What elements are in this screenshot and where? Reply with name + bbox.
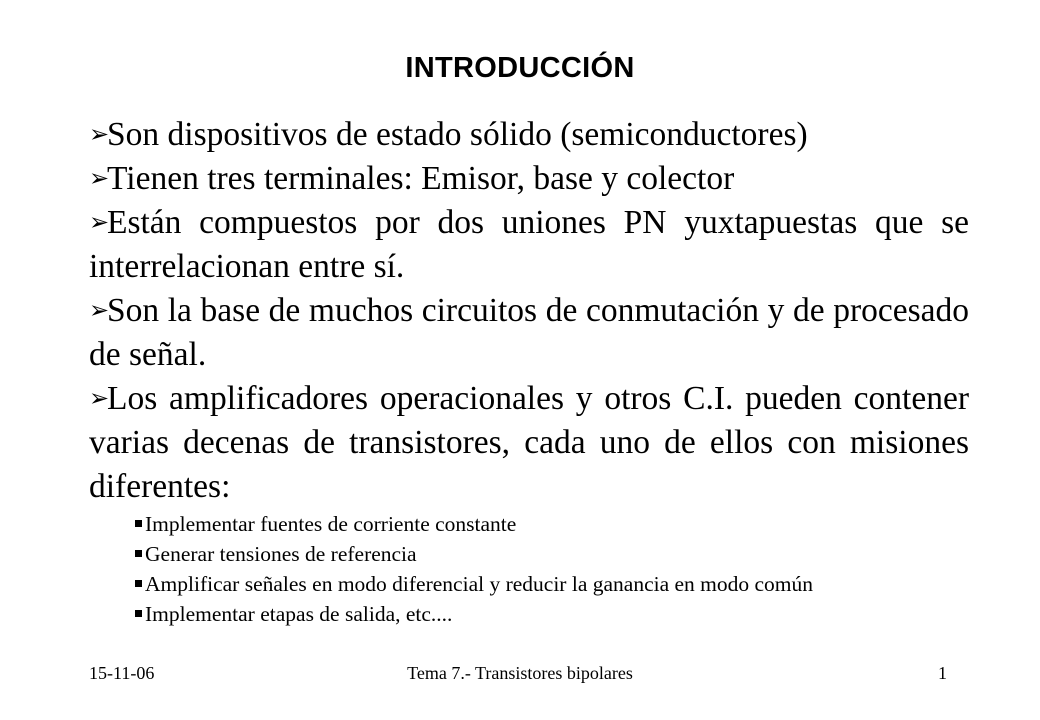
square-bullet-icon (135, 520, 142, 527)
bullet-text: Están compuestos por dos uniones PN yuxtapuestas que se interrelacionan entre sí. (89, 204, 969, 285)
bullet-item (89, 377, 969, 629)
sub-bullet-list (89, 509, 969, 629)
arrow-bullet-icon: ➢ (89, 210, 110, 236)
bullet-item (89, 201, 969, 289)
sub-bullet-item (135, 509, 969, 539)
square-bullet-icon (135, 580, 142, 587)
bullet-item (89, 113, 969, 157)
slide-title: INTRODUCCIÓN (405, 52, 635, 84)
footer-page-number: 1 (938, 663, 947, 683)
sub-bullet-text: Implementar fuentes de corriente constante (145, 512, 517, 536)
bullet-list (89, 113, 969, 629)
bullet-text: Los amplificadores operacionales y otros C.I. pueden contener varias decenas de transistores, cada uno de ellos con misiones diferentes: (89, 380, 969, 505)
arrow-bullet-icon: ➢ (89, 166, 110, 192)
footer-topic: Tema 7.- Transistores bipolares (407, 663, 633, 683)
square-bullet-icon (135, 550, 142, 557)
bullet-text: Son la base de muchos circuitos de conmutación y de procesado de señal. (89, 292, 969, 373)
bullet-text: Tienen tres terminales: Emisor, base y colector (107, 160, 735, 197)
footer-date: 15-11-06 (89, 663, 155, 683)
arrow-bullet-icon: ➢ (89, 298, 110, 324)
sub-bullet-item (135, 539, 969, 569)
sub-bullet-item (135, 569, 969, 599)
bullet-text: Son dispositivos de estado sólido (semiconductores) (107, 116, 808, 153)
arrow-bullet-icon: ➢ (89, 386, 110, 412)
bullet-item (89, 289, 969, 377)
sub-bullet-text: Amplificar señales en modo diferencial y reducir la ganancia en modo común (145, 572, 814, 596)
bullet-item (89, 157, 969, 201)
sub-bullet-text: Implementar etapas de salida, etc.... (145, 602, 453, 626)
arrow-bullet-icon: ➢ (89, 122, 110, 148)
square-bullet-icon (135, 610, 142, 617)
sub-bullet-text: Generar tensiones de referencia (145, 542, 417, 566)
sub-bullet-item (135, 599, 969, 629)
